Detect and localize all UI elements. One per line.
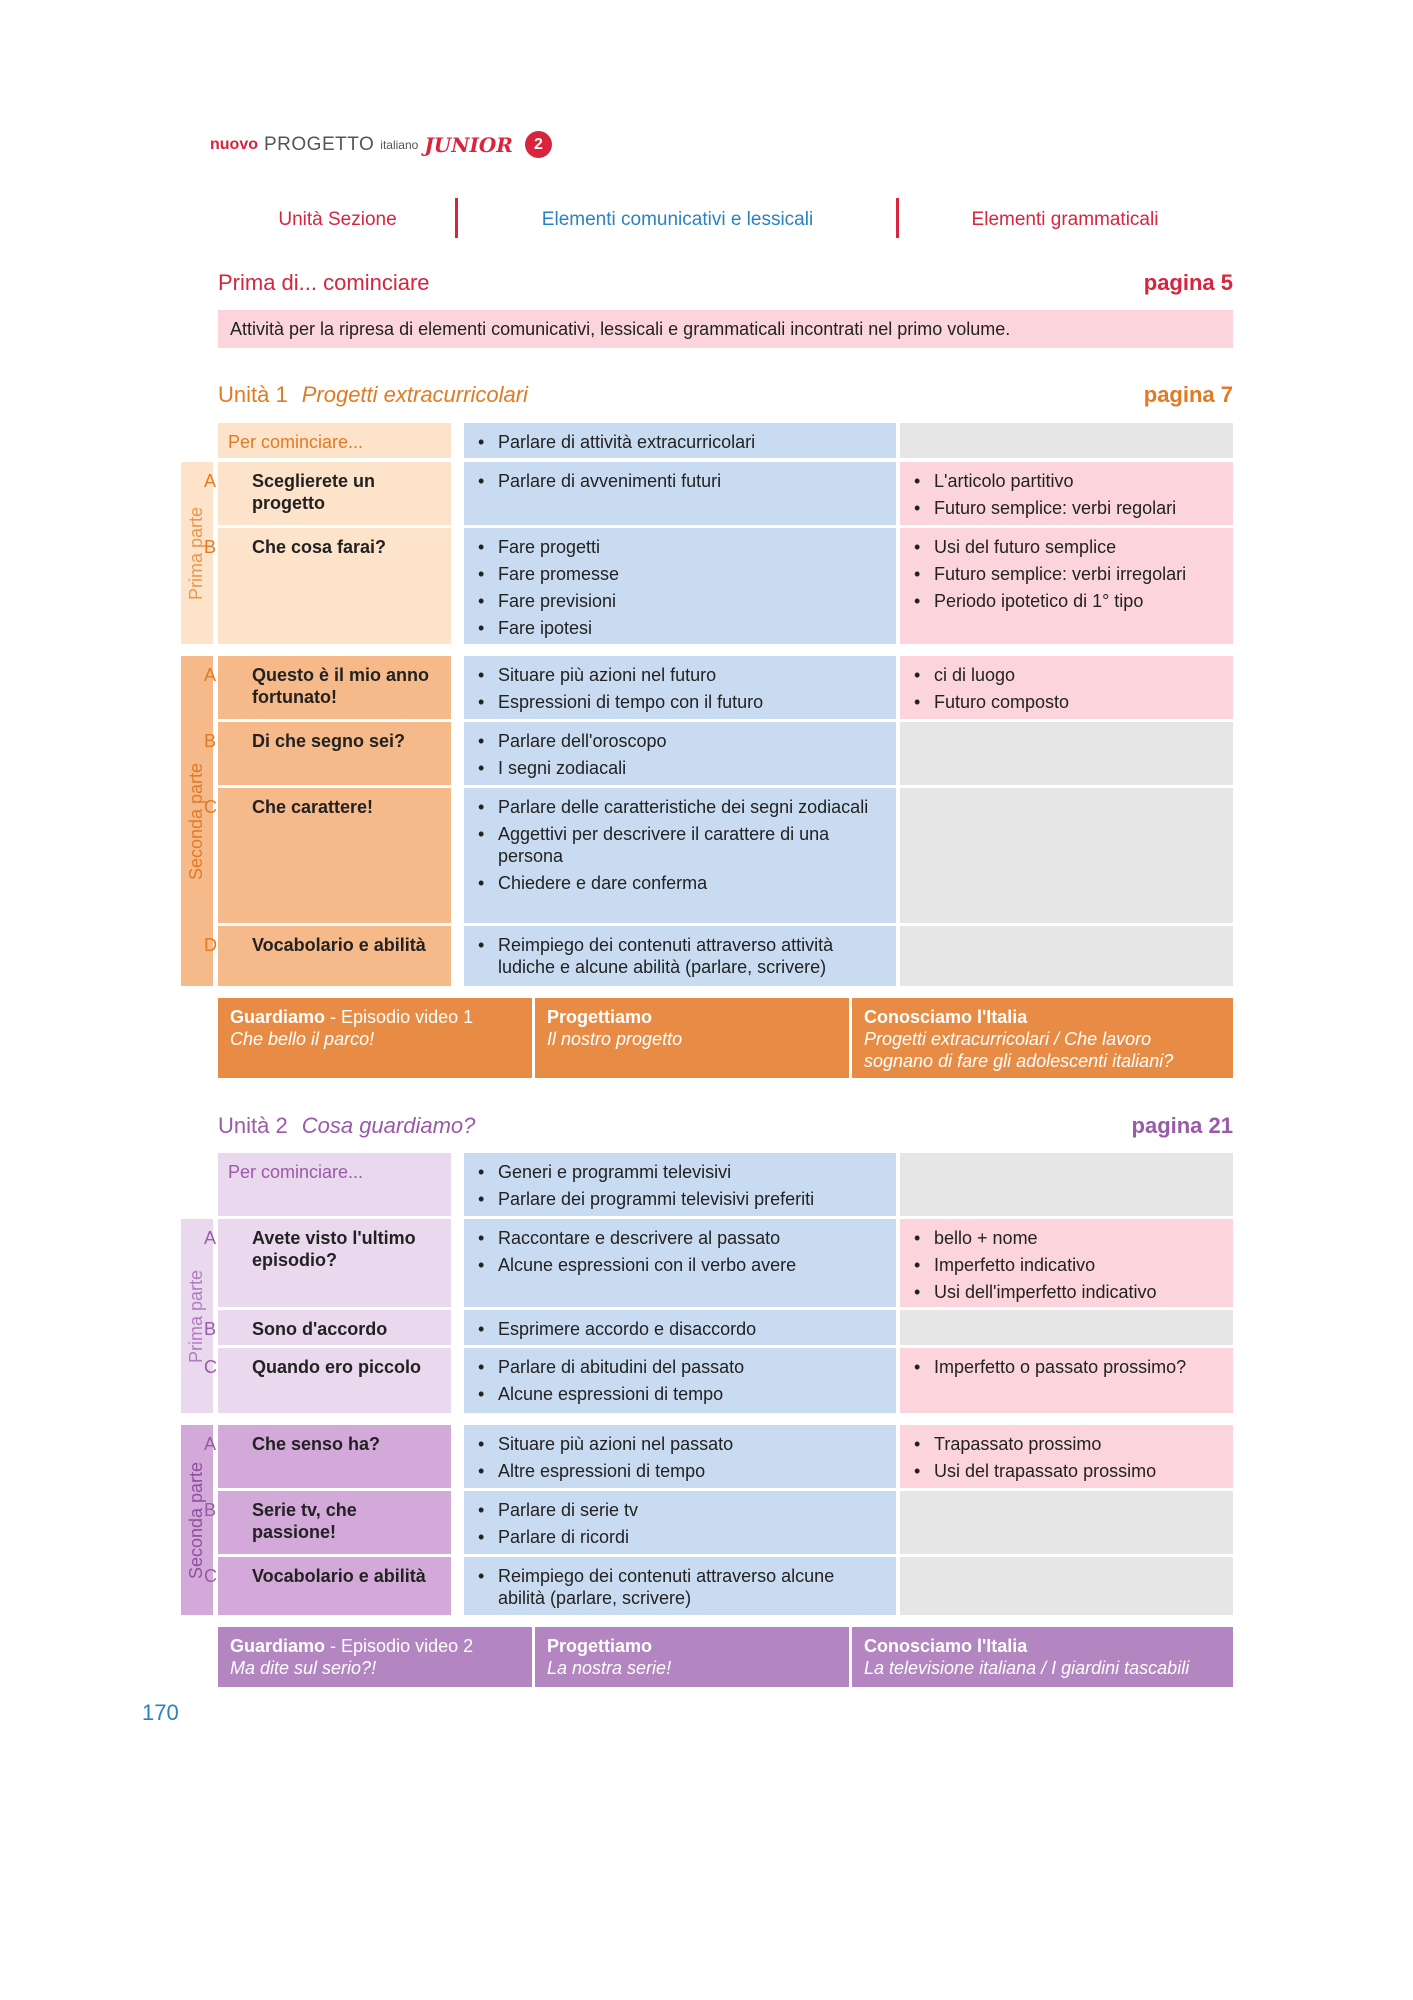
column-header-communicative: Elementi comunicativi e lessicali [541,209,814,230]
list-item: • Parlare delle caratteristiche dei segni zodiacali [474,796,886,818]
intro-description: Attività per la ripresa di elementi comunicativi, lessicali e grammaticali incontrati nel primo volume. [218,310,1233,348]
column-header-unit: Unità Sezione [278,209,397,230]
section-title: Di che segno sei? [252,731,406,751]
list-item: • Fare progetti [474,536,886,558]
unit1-name: Progetti extracurricolari [301,382,528,407]
brand-progetto: PROGETTO [264,133,375,155]
list-item: • Futuro semplice: verbi regolari [910,497,1223,519]
list-item: • ci di luogo [910,664,1223,686]
list-item: • Espressioni di tempo con il futuro [474,691,886,713]
unit1-section-b[interactable] [204,528,451,644]
volume-badge: 2 [525,131,552,158]
unit2-per-cominciare-com [464,1153,896,1216]
list-item: • Situare più azioni nel futuro [474,664,886,686]
unit2-progettiamo[interactable]: Progettiamo La nostra serie! [535,1627,849,1687]
section-letter: C [204,1566,217,1586]
list-item: • Imperfetto o passato prossimo? [910,1356,1223,1378]
unit2-section-a2[interactable] [204,1425,451,1488]
section-letter: A [204,471,217,491]
list-item: • Situare più azioni nel passato [474,1433,886,1455]
unit1-section-a2-com [464,656,896,719]
list-item: • Esprimere accordo e disaccordo [474,1318,886,1340]
section-title: Che senso ha? [252,1434,381,1454]
unit2-section-b-com [464,1310,896,1345]
unit2-section-a-gram [900,1219,1233,1307]
section-letter: A [204,1228,217,1248]
list-item: • Parlare di attività extracurricolari [474,431,886,453]
list-item: • Parlare di avvenimenti futuri [474,470,886,492]
unit2-number: Unità 2 [218,1113,288,1138]
unit2-section-c[interactable] [204,1348,451,1413]
section-title: Sceglierete un progetto [252,471,376,513]
unit2-section-c-com [464,1348,896,1413]
list-item: • Usi del trapassato prossimo [910,1460,1223,1482]
section-title: Vocabolario e abilità [252,935,426,955]
unit2-section-c-gram [900,1348,1233,1413]
unit2-per-cominciare[interactable]: Per cominciare... [218,1153,451,1216]
unit1-progettiamo[interactable]: Progettiamo Il nostro progetto [535,998,849,1078]
list-item: • Fare promesse [474,563,886,585]
section-letter: D [204,935,217,955]
list-item: • Parlare di ricordi [474,1526,886,1548]
unit2-section-a-com [464,1219,896,1307]
unit1-section-c2[interactable] [204,788,451,923]
unit2-section-b[interactable] [204,1310,451,1345]
section-letter: A [204,1434,217,1454]
list-item: • Fare previsioni [474,590,886,612]
unit2-section-b2-gram [900,1491,1233,1554]
list-item: • Parlare di serie tv [474,1499,886,1521]
unit1-section-b-com [464,528,896,644]
unit2-section-a[interactable] [204,1219,451,1307]
list-item: • Aggettivi per descrivere il carattere di una persona [474,823,886,867]
list-item: • Fare ipotesi [474,617,886,639]
section-letter: C [204,1357,217,1377]
unit2-title [218,1113,475,1139]
section-title: Serie tv, che passione! [252,1500,357,1542]
intro-title: Prima di... cominciare [218,270,430,295]
unit2-section-b-gram [900,1310,1233,1345]
unit1-per-cominciare-gram [900,423,1233,458]
unit2-section-a2-gram [900,1425,1233,1488]
list-item: • Futuro semplice: verbi irregolari [910,563,1223,585]
list-item: • Alcune espressioni con il verbo avere [474,1254,886,1276]
unit2-section-c2-com [464,1557,896,1615]
section-title: Sono d'accordo [252,1319,388,1339]
unit1-section-c2-com [464,788,896,923]
unit2-prima-parte-label: Prima parte [181,1219,213,1413]
column-divider [896,198,899,238]
unit2-page-link[interactable]: pagina 21 [1131,1113,1233,1138]
unit1-section-d2-com [464,926,896,986]
list-item: • Reimpiego dei contenuti attraverso attività ludiche e alcune abilità (parlare, scrivere) [474,934,886,978]
unit2-section-c2[interactable] [204,1557,451,1615]
column-header-grammar: Elementi grammaticali [971,209,1159,230]
unit1-section-d2[interactable] [204,926,451,986]
unit1-section-a-gram [900,462,1233,525]
list-item: • I segni zodiacali [474,757,886,779]
unit1-section-a2-gram [900,656,1233,719]
list-item: • Reimpiego dei contenuti attraverso alcune abilità (parlare, scrivere) [474,1565,886,1609]
section-title: Vocabolario e abilità [252,1566,426,1586]
column-divider [455,198,458,238]
brand-logo [210,131,552,158]
unit1-section-d2-gram [900,926,1233,986]
unit1-number: Unità 1 [218,382,288,407]
list-item: • Alcune espressioni di tempo [474,1383,886,1405]
section-letter: B [204,1500,217,1520]
unit2-conosciamo-italia[interactable]: Conosciamo l'Italia La televisione italiana / I giardini tascabili [852,1627,1233,1687]
unit1-seconda-parte-label: Seconda parte [181,656,213,986]
section-title: Quando ero piccolo [252,1357,422,1377]
unit1-section-b2-com [464,722,896,785]
unit2-guardiamo[interactable]: Guardiamo - Episodio video 2 Ma dite sul serio?! [218,1627,532,1687]
unit2-section-a2-com [464,1425,896,1488]
section-title: Che cosa farai? [252,537,387,557]
unit1-section-c2-gram [900,788,1233,923]
intro-page-link[interactable]: pagina 5 [1143,270,1233,295]
page-number: 170 [142,1700,179,1725]
unit1-per-cominciare-com [464,423,896,458]
list-item: • Raccontare e descrivere al passato [474,1227,886,1249]
unit1-section-b-gram [900,528,1233,644]
list-item: • Futuro composto [910,691,1223,713]
list-item: • Parlare dei programmi televisivi preferiti [474,1188,886,1210]
unit1-prima-parte-label: Prima parte [181,462,213,644]
list-item: • Imperfetto indicativo [910,1254,1223,1276]
unit1-section-a[interactable] [204,462,451,525]
section-title: Avete visto l'ultimo episodio? [252,1228,416,1270]
unit1-conosciamo-italia[interactable]: Conosciamo l'Italia Progetti extracurricolari / Che lavoro sognano di fare gli adolescenti italiani? [852,998,1233,1078]
list-item: • L'articolo partitivo [910,470,1223,492]
unit2-section-b2[interactable] [204,1491,451,1554]
unit1-section-b2-gram [900,722,1233,785]
list-item: • Parlare di abitudini del passato [474,1356,886,1378]
unit2-per-cominciare-gram [900,1153,1233,1216]
list-item: • Parlare dell'oroscopo [474,730,886,752]
section-letter: B [204,1319,217,1339]
section-letter: B [204,537,217,557]
list-item: • Trapassato prossimo [910,1433,1223,1455]
unit1-section-a-com [464,462,896,525]
list-item: • bello + nome [910,1227,1223,1249]
unit2-section-b2-com [464,1491,896,1554]
unit1-title [218,382,528,408]
list-item: • Generi e programmi televisivi [474,1161,886,1183]
list-item: • Usi del futuro semplice [910,536,1223,558]
unit2-name: Cosa guardiamo? [301,1113,476,1138]
list-item: • Periodo ipotetico di 1° tipo [910,590,1223,612]
list-item: • Usi dell'imperfetto indicativo [910,1281,1223,1303]
unit1-per-cominciare[interactable]: Per cominciare... [218,423,451,458]
section-title: Questo è il mio anno fortunato! [252,665,430,707]
brand-junior: JUNIOR [424,132,513,157]
brand-italiano: italiano [380,137,419,152]
unit1-page-link[interactable]: pagina 7 [1143,382,1233,407]
section-letter: A [204,665,217,685]
list-item: • Altre espressioni di tempo [474,1460,886,1482]
section-title: Che carattere! [252,797,374,817]
section-letter: C [204,797,217,817]
unit1-section-a2[interactable] [204,656,451,719]
unit2-seconda-parte-label: Seconda parte [181,1425,213,1615]
list-item: • Chiedere e dare conferma [474,872,886,894]
section-letter: B [204,731,217,751]
unit2-section-c2-gram [900,1557,1233,1615]
unit1-section-b2[interactable] [204,722,451,785]
unit1-guardiamo[interactable]: Guardiamo - Episodio video 1 Che bello il parco! [218,998,532,1078]
brand-nuovo: nuovo [210,135,258,153]
